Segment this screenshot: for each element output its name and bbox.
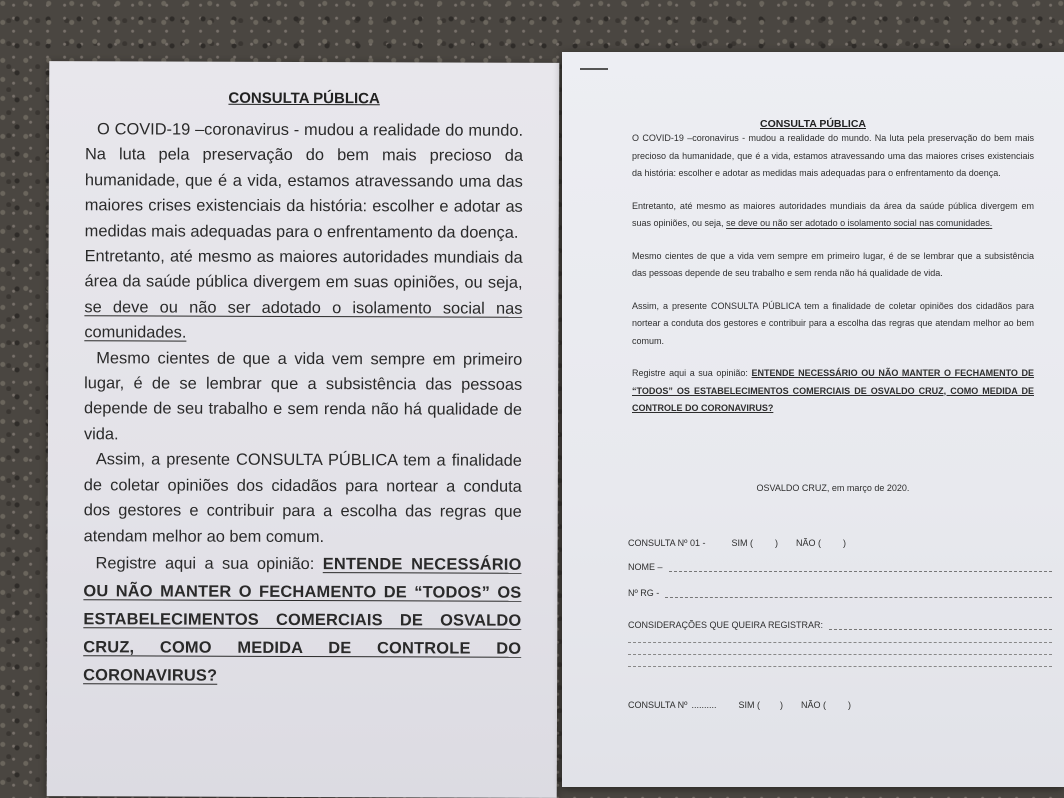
consideracoes-row [628,620,1052,630]
right-question: ENTENDE NECESSÁRIO OU NÃO MANTER O FECHAMENTO DE “TODOS” OS ESTABELECIMENTOS COMERCIAIS DE OSVALDO CRUZ, COMO MEDIDA DE CONTROLE DO CORONAVIRUS? [632,368,1035,413]
nome-field[interactable] [669,565,1052,572]
consideracoes-field[interactable] [829,623,1052,630]
consulta-2-row [628,700,851,710]
consideracoes-line-2[interactable] [628,642,1052,643]
left-paragraph-2-underlined: se deve ou não ser adotado o isolamento social nas comunidades. [84,298,523,342]
nao-checkbox[interactable]: NÃO ( [795,538,821,548]
consulta-01-row [628,538,846,548]
right-body [632,130,1034,433]
right-sheet [562,52,1064,787]
left-title: CONSULTA PÚBLICA [228,89,380,108]
left-paragraph-4: Assim, a presente CONSULTA PÚBLICA tem a finalidade de coletar opiniões dos cidadãos para nortear a conduta dos gestores e contribuir para a escolha das regras que atendam melhor ao bem comum. [83,450,522,546]
right-paragraph-2-underlined: se deve ou não ser adotado o isolamento social nas comunidades. [726,218,993,228]
left-paragraph-3: Mesmo cientes de que a vida vem sempre em primeiro lugar, é de se lembrar que a subsistência das pessoas depende de seu trabalho e sem renda não há qualidade de vida. [83,348,523,444]
right-paragraph-3: Mesmo cientes de que a vida vem sempre em primeiro lugar, é de se lembrar que a subsistência das pessoas depende de seu trabalho e sem renda não há qualidade de vida. [632,250,1034,278]
consulta-2-number-field[interactable]: .......... [691,700,717,710]
right-register-label: Registre aqui a sua opinião: [632,368,752,378]
left-body [83,117,523,690]
nome-row [628,562,1052,572]
consideracoes-line-3[interactable] [628,654,1052,655]
left-register [83,549,521,691]
nao2-close: ) [848,700,851,710]
right-paragraph-1: O COVID-19 –coronavirus - mudou a realidade do mundo. Na luta pela preservação do bem mais precioso da humanidade, que é a vida, estamos atravessando uma das maiores crises existenciais da história: escolher e adotar as medidas mais adequadas para o enfrentamento da doença. [632,133,1034,178]
right-paragraph-2 [632,198,1034,233]
sim2-close: ) [779,700,783,710]
left-register-label: Registre aqui a sua opinião: [95,554,323,573]
left-paragraph-2 [84,244,522,347]
consulta-01-label: CONSULTA Nº 01 - [628,538,706,548]
left-paragraph-1: O COVID-19 –coronavirus - mudou a realidade do mundo. Na luta pela preservação do bem mais precioso da humanidade, que é a vida, estamos atravessando uma das maiores crises existenciais da história: escolher e adotar as medidas mais adequadas para o enfrentamento da doença. [84,120,524,242]
consideracoes-line-4[interactable] [628,666,1052,667]
right-title: CONSULTA PÚBLICA [760,118,866,130]
rg-row [628,588,1052,598]
date-line: OSVALDO CRUZ, em março de 2020. [756,483,910,493]
left-paragraph-2-text: Entretanto, até mesmo as maiores autoridades mundiais da área da saúde pública divergem em suas opiniões, ou seja, [84,247,523,293]
staple-mark [580,68,608,70]
consideracoes-label: CONSIDERAÇÕES QUE QUEIRA REGISTRAR: [628,620,824,630]
right-paragraph-2-text: Entretanto, até mesmo as maiores autoridades mundiais da área da saúde pública divergem em suas opiniões, ou seja, [632,200,1034,228]
nao-close: ) [843,538,846,548]
sim-checkbox[interactable]: SIM ( [731,538,753,548]
rg-label: Nº RG - [628,588,660,598]
nao2-checkbox[interactable]: NÃO ( [800,700,826,710]
sim2-checkbox[interactable]: SIM ( [738,700,760,710]
right-paragraph-4: Assim, a presente CONSULTA PÚBLICA tem a finalidade de coletar opiniões dos cidadãos para nortear a conduta dos gestores e contribuir para a escolha das regras que atendam melhor ao bem comum. [632,300,1034,346]
left-question: ENTENDE NECESSÁRIO OU NÃO MANTER O FECHAMENTO DE “TODOS” OS ESTABELECIMENTOS COMERCIAIS DE OSVALDO CRUZ, COMO MEDIDA DE CONTROLE DO CORONAVIRUS? [83,554,522,685]
rg-field[interactable] [665,591,1052,598]
left-sheet [47,61,560,798]
sim-close: ) [774,538,778,548]
nome-label: NOME – [628,562,663,572]
right-register [632,365,1034,418]
consulta-2-label: CONSULTA Nº [628,700,688,710]
